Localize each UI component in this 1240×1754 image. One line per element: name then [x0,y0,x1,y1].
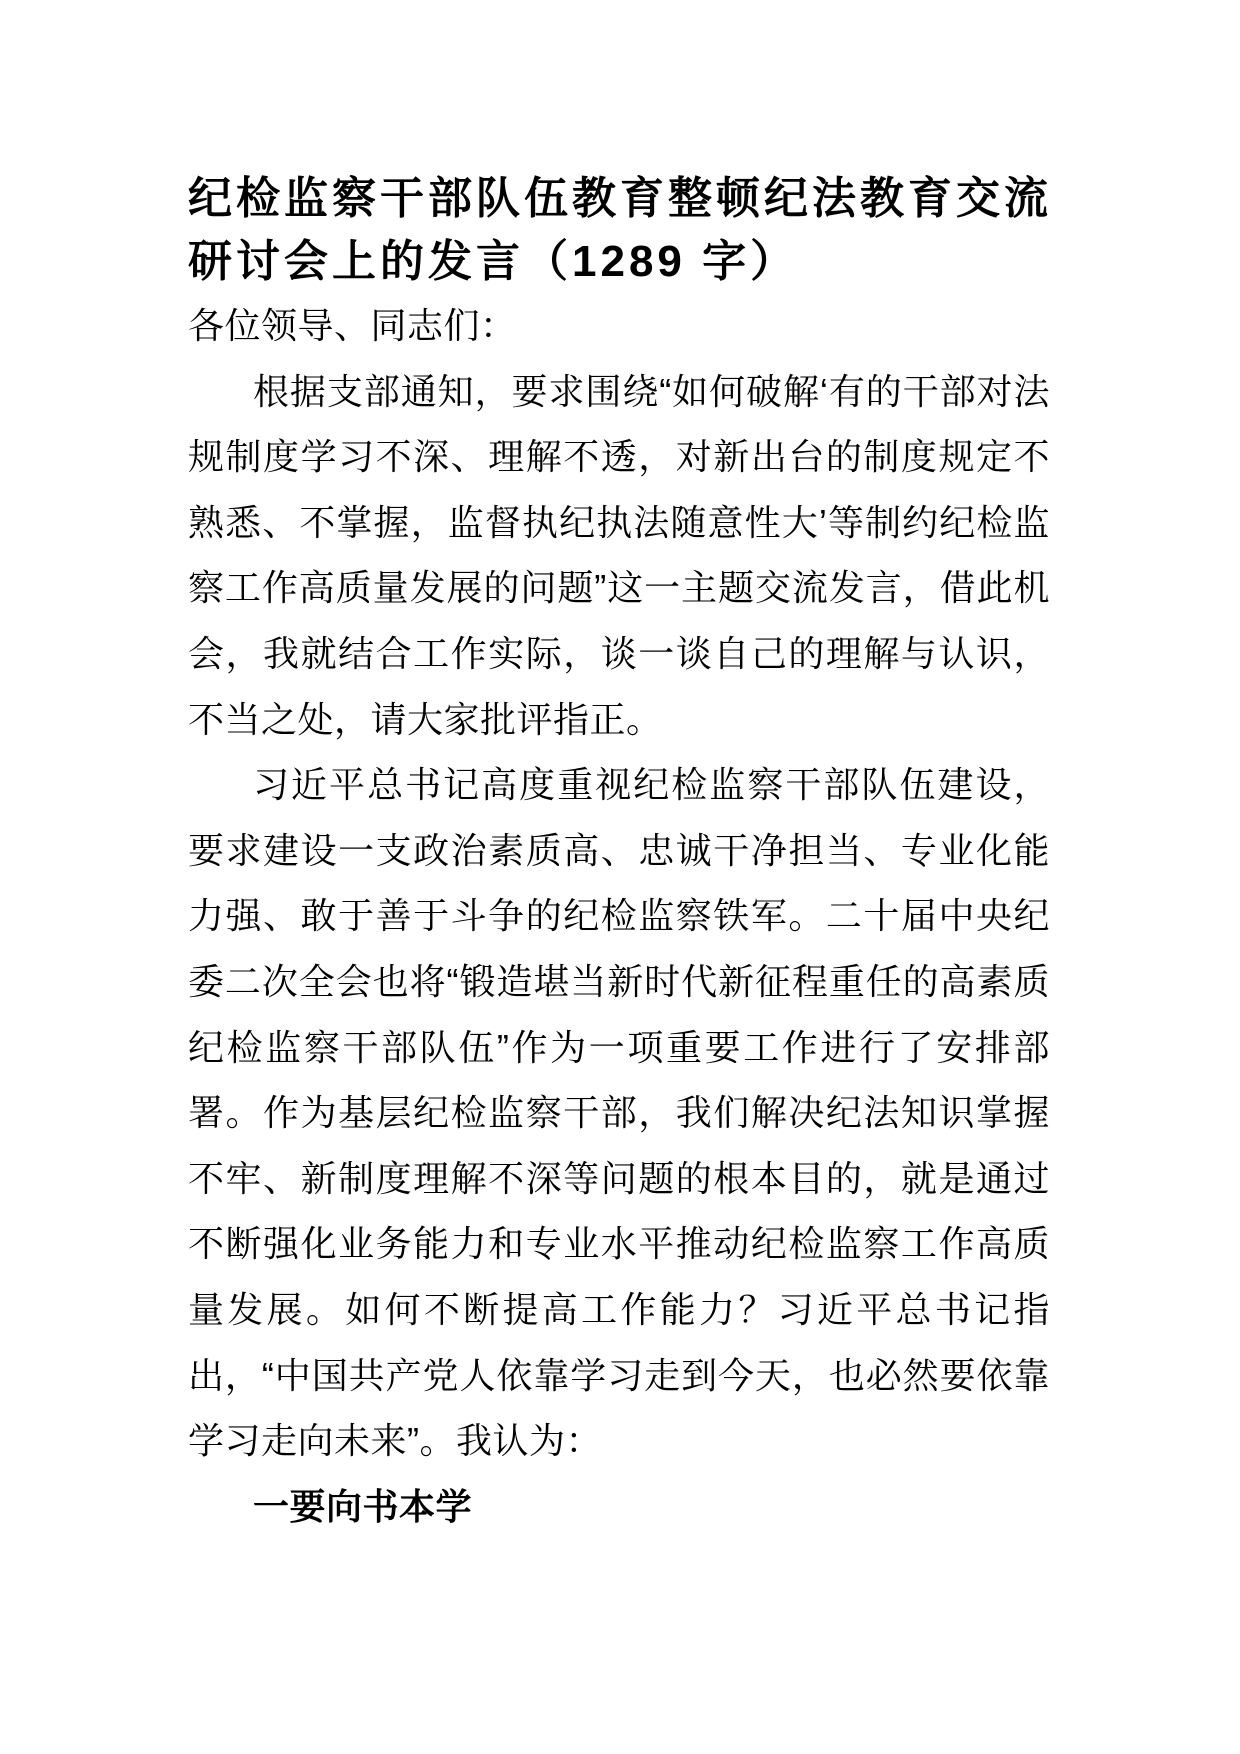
paragraph-1: 根据支部通知，要求围绕“如何破解‘有的干部对法规制度学习不深、理解不透，对新出台的制度规定不熟悉、不掌握，监督执纪执法随意性大’等制约纪检监察工作高质量发展的问题”这一主题交流发言，借此机会，我就结合工作实际，谈一谈自己的理解与认识，不当之处，请大家批评指正。 [188,370,1050,740]
section-heading: 一要向书本学 [253,1485,473,1527]
paragraph-2: 习近平总书记高度重视纪检监察干部队伍建设，要求建设一支政治素质高、忠诚干净担当、专业化能力强、敢于善于斗争的纪检监察铁军。二十届中央纪委二次全会也将“锻造堪当新时代新征程重任的高素质纪检监察干部队伍”作为一项重要工作进行了安排部署。作为基层纪检监察干部，我们解决纪法知识掌握不牢、新制度理解不深等问题的根本目的，就是通过不断强化业务能力和专业水平推动纪检监察工作高质量发展。如何不断提高工作能力？习近平总书记指出，“中国共产党人依靠学习走到今天，也必然要依靠学习走向未来”。我认为： [188,764,1050,1462]
greeting-line: 各位领导、同志们： [188,305,517,346]
document-title [188,167,1050,293]
title-line-2: 研讨会上的发言（1289 字） [188,237,799,286]
title-line-1: 纪检监察干部队伍教育整顿纪法教育交流 [188,174,1052,223]
